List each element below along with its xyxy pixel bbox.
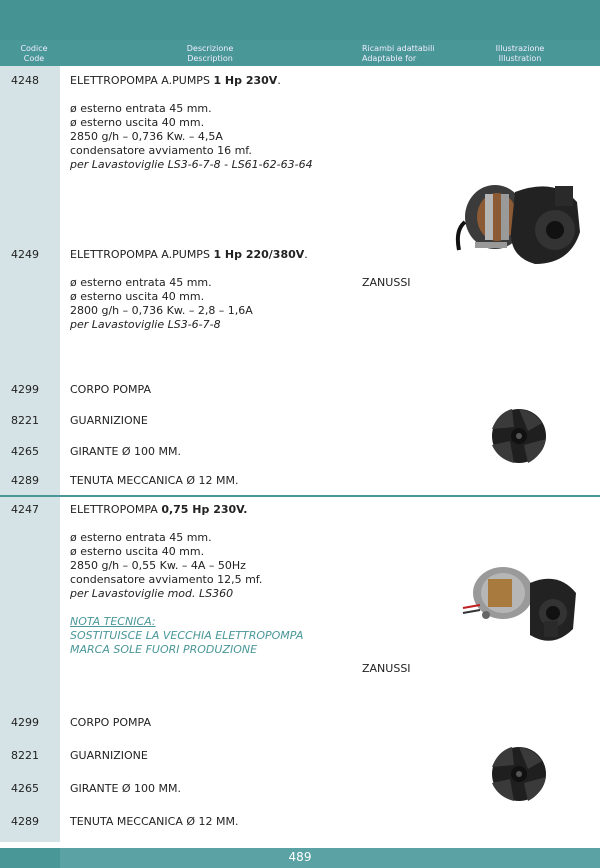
title-4247-b: 0,75 Hp 230V. <box>161 503 248 516</box>
spec-4247-2: ø esterno uscita 40 mm. <box>70 545 205 558</box>
spec-4249-2: ø esterno uscita 40 mm. <box>70 290 205 303</box>
desc-g2-1: GUARNIZIONE <box>70 749 148 762</box>
title-4248-b: 1 Hp 230V <box>213 74 278 87</box>
header-desc <box>160 44 260 64</box>
spec-4248-1: ø esterno entrata 45 mm. <box>70 102 212 115</box>
code-g1-2: 4265 <box>11 445 39 458</box>
desc-g2-2: GIRANTE Ø 100 MM. <box>70 782 182 795</box>
spec-4247-3: 2850 g/h – 0,55 Kw. – 4A – 50Hz <box>70 559 246 572</box>
code-g2-2: 4265 <box>11 782 39 795</box>
desc-g1-1: GUARNIZIONE <box>70 414 148 427</box>
header-desc-it: Descrizione <box>186 44 234 53</box>
code-g2-3: 4289 <box>11 815 39 828</box>
code-4249: 4249 <box>11 248 39 261</box>
desc-g2-3: TENUTA MECCANICA Ø 12 MM. <box>70 815 239 828</box>
title-4249-a: ELETTROPOMPA A.PUMPS <box>70 248 214 261</box>
desc-g1-0: CORPO POMPA <box>70 383 152 396</box>
title-4248-a: ELETTROPOMPA A.PUMPS <box>70 74 214 87</box>
code-g1-3: 4289 <box>11 474 39 487</box>
page-footer <box>0 848 600 868</box>
header-fit <box>362 44 435 64</box>
electric-pump-image-2 <box>458 553 583 653</box>
spec-4248-3: 2850 g/h – 0,736 Kw. – 4,5A <box>70 130 223 143</box>
technical-note-title: NOTA TECNICA: <box>70 615 156 628</box>
section-divider <box>0 495 600 497</box>
code-4247: 4247 <box>11 503 39 516</box>
header-code-en: Code <box>23 54 45 63</box>
header-band <box>0 0 600 40</box>
spec-4249-1: ø esterno entrata 45 mm. <box>70 276 212 289</box>
header-fit-it: Ricambi adattabili <box>362 44 435 53</box>
header-desc-en: Description <box>187 54 233 63</box>
technical-note-line-1: SOSTITUISCE LA VECCHIA ELETTROPOMPA <box>70 629 304 642</box>
desc-g1-2: GIRANTE Ø 100 MM. <box>70 445 182 458</box>
impeller-image <box>484 401 554 471</box>
table-header <box>0 0 600 66</box>
header-ill-it: Illustrazione <box>495 44 545 53</box>
spec-4249-3: 2800 g/h – 0,736 Kw. – 2,8 – 1,6A <box>70 304 253 317</box>
spec-4247-4: condensatore avviamento 12,5 mf. <box>70 573 263 586</box>
spec-4248-4: condensatore avviamento 16 mf. <box>70 144 252 157</box>
desc-g1-3: TENUTA MECCANICA Ø 12 MM. <box>70 474 239 487</box>
code-4248: 4248 <box>11 74 39 87</box>
page-number: 489 <box>288 850 312 864</box>
desc-4247 <box>70 503 303 657</box>
title-4249-c: . <box>304 248 308 261</box>
desc-g2-0: CORPO POMPA <box>70 716 152 729</box>
code-g1-1: 8221 <box>11 414 39 427</box>
code-g1-0: 4299 <box>11 383 39 396</box>
desc-4249 <box>70 248 308 332</box>
header-ill-en: Illustration <box>498 54 542 63</box>
code-g2-1: 8221 <box>11 749 39 762</box>
title-4249-b: 1 Hp 220/380V <box>213 248 305 261</box>
spec-4248-2: ø esterno uscita 40 mm. <box>70 116 205 129</box>
impeller-image-2 <box>484 739 554 809</box>
header-ill <box>480 44 560 64</box>
title-4247-a: ELETTROPOMPA <box>70 503 162 516</box>
title-4248-c: . <box>277 74 281 87</box>
spec-4247-5: per Lavastoviglie mod. LS360 <box>70 587 234 600</box>
header-code <box>16 44 52 64</box>
spec-4249-4: per Lavastoviglie LS3-6-7-8 <box>70 318 221 331</box>
spec-4248-5: per Lavastoviglie LS3-6-7-8 - LS61-62-63-64 <box>70 158 313 171</box>
desc-4248 <box>70 74 313 172</box>
fit-4249: ZANUSSI <box>362 276 411 289</box>
electric-pump-image <box>455 172 585 272</box>
code-g2-0: 4299 <box>11 716 39 729</box>
header-code-it: Codice <box>20 44 48 53</box>
technical-note-line-2: MARCA SOLE FUORI PRODUZIONE <box>70 643 258 656</box>
spec-4247-1: ø esterno entrata 45 mm. <box>70 531 212 544</box>
header-fit-en: Adaptable for <box>362 54 417 63</box>
fit-4247: ZANUSSI <box>362 662 411 675</box>
